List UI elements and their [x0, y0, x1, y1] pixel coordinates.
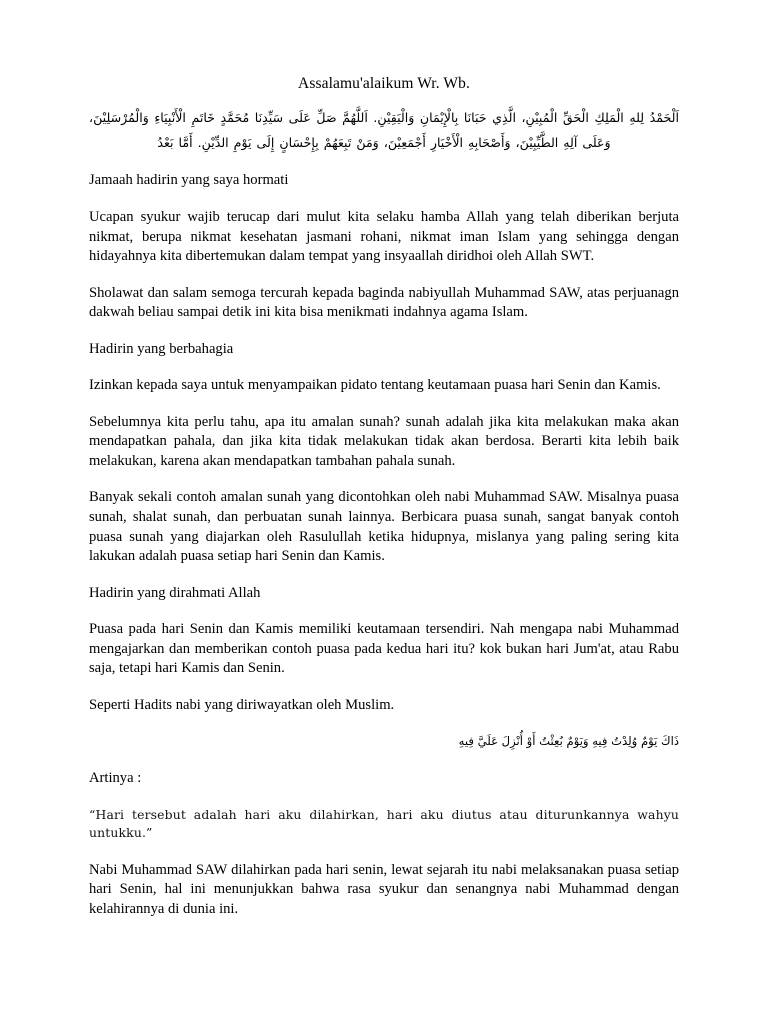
paragraph-seperti-hadits: Seperti Hadits nabi yang diriwayatkan oleh Muslim.	[89, 696, 395, 713]
translation-quote: “Hari tersebut adalah hari aku dilahirkan, hari aku diutus atau diturunkannya wahyu untukku.”	[89, 806, 679, 840]
opening-arabic-invocation: اَلْحَمْدُ لِلهِ الْمَلِكِ الْحَقِّ الْمُبِيْنِ، الَّذِي حَبَانَا بِالْإِيْمَانِ وَالْيَقِيْنِ. اَللَّهُمَّ صَلِّ عَلَى سَيِّدِنَا مُحَمَّدٍ خَاتَمِ الْأَنْبِيَاءِ وَالْمُرْسَلِيْنَ، وَعَلَى آلِهِ الطَّيِّبِيْنَ، وَأَصْحَابِهِ الْأَخْيَارِ أَجْمَعِيْنَ، وَمَنْ تَبِعَهُمْ بِإِحْسَانٍ إِلَى يَوْمِ الدِّيْنِ. أَمَّا بَعْدُ	[89, 110, 679, 150]
paragraph-sholawat: Sholawat dan salam semoga tercurah kepada baginda nabiyullah Muhammad SAW, atas perjuanagn dakwah beliau sampai detik ini kita bisa menikmati indahnya agama Islam.	[89, 284, 679, 321]
hadith-arabic-text: ذَاكَ يَوْمٌ وُلِدْتُ فِيهِ وَيَوْمٌ بُعِثْتُ أَوْ أُنْزِلَ عَلَيَّ فِيهِ	[458, 734, 679, 749]
artinya-label: Artinya :	[89, 770, 142, 787]
paragraph-closing: Nabi Muhammad SAW dilahirkan pada hari senin, lewat sejarah itu nabi melaksanakan puasa setiap hari Senin, hal ini menunjukkan bahwa rasa syukur dan senangnya nabi Muhammad dengan kelahirannya di dunia ini.	[89, 861, 679, 917]
paragraph-greeting-audience: Jamaah hadirin yang saya hormati	[89, 172, 289, 189]
paragraph-contoh-sunah: Banyak sekali contoh amalan sunah yang dicontohkan oleh nabi Muhammad SAW. Misalnya puasa sunah, shalat sunah, dan perbuatan sunah lainnya. Berbicara puasa sunah, sangat banyak contoh puasa sunah yang diajarkan oleh Rasulullah ketika hidupnya, mislanya yang paling sering kita lakukan adalah puasa setiap hari Senin dan Kamis.	[89, 489, 679, 565]
paragraph-hadirin-berbahagia: Hadirin yang berbahagia	[89, 340, 234, 357]
paragraph-izinkan: Izinkan kepada saya untuk menyampaikan pidato tentang keutamaan puasa hari Senin dan Kamis.	[89, 377, 661, 394]
paragraph-gratitude: Ucapan syukur wajib terucap dari mulut kita selaku hamba Allah yang telah diberikan berjuta nikmat, berupa nikmat kesehatan jasmani rohani, nikmat iman Islam yang sehingga dengan hidayahnya kita dibertemukan dalam tempat yang insyaallah diridhoi oleh Allah SWT.	[89, 209, 679, 265]
page-title: Assalamu'alaikum Wr. Wb.	[298, 75, 470, 92]
paragraph-definisi-sunah: Sebelumnya kita perlu tahu, apa itu amalan sunah? sunah adalah jika kita melakukan maka akan mendapatkan pahala, dan jika kita tidak melakukan tidak akan berdosa. Berarti kita lebih baik melakukan, karena akan mendapatkan tambahan pahala sunah.	[89, 413, 679, 469]
paragraph-hadirin-dirahmati: Hadirin yang dirahmati Allah	[89, 584, 261, 601]
paragraph-keutamaan: Puasa pada hari Senin dan Kamis memiliki keutamaan tersendiri. Nah mengapa nabi Muhammad mengajarkan dan memberikan contoh puasa pada kedua hari itu? kok bukan hari Jum'at, atau Rabu saja, tetapi hari Kamis dan Senin.	[89, 621, 679, 677]
